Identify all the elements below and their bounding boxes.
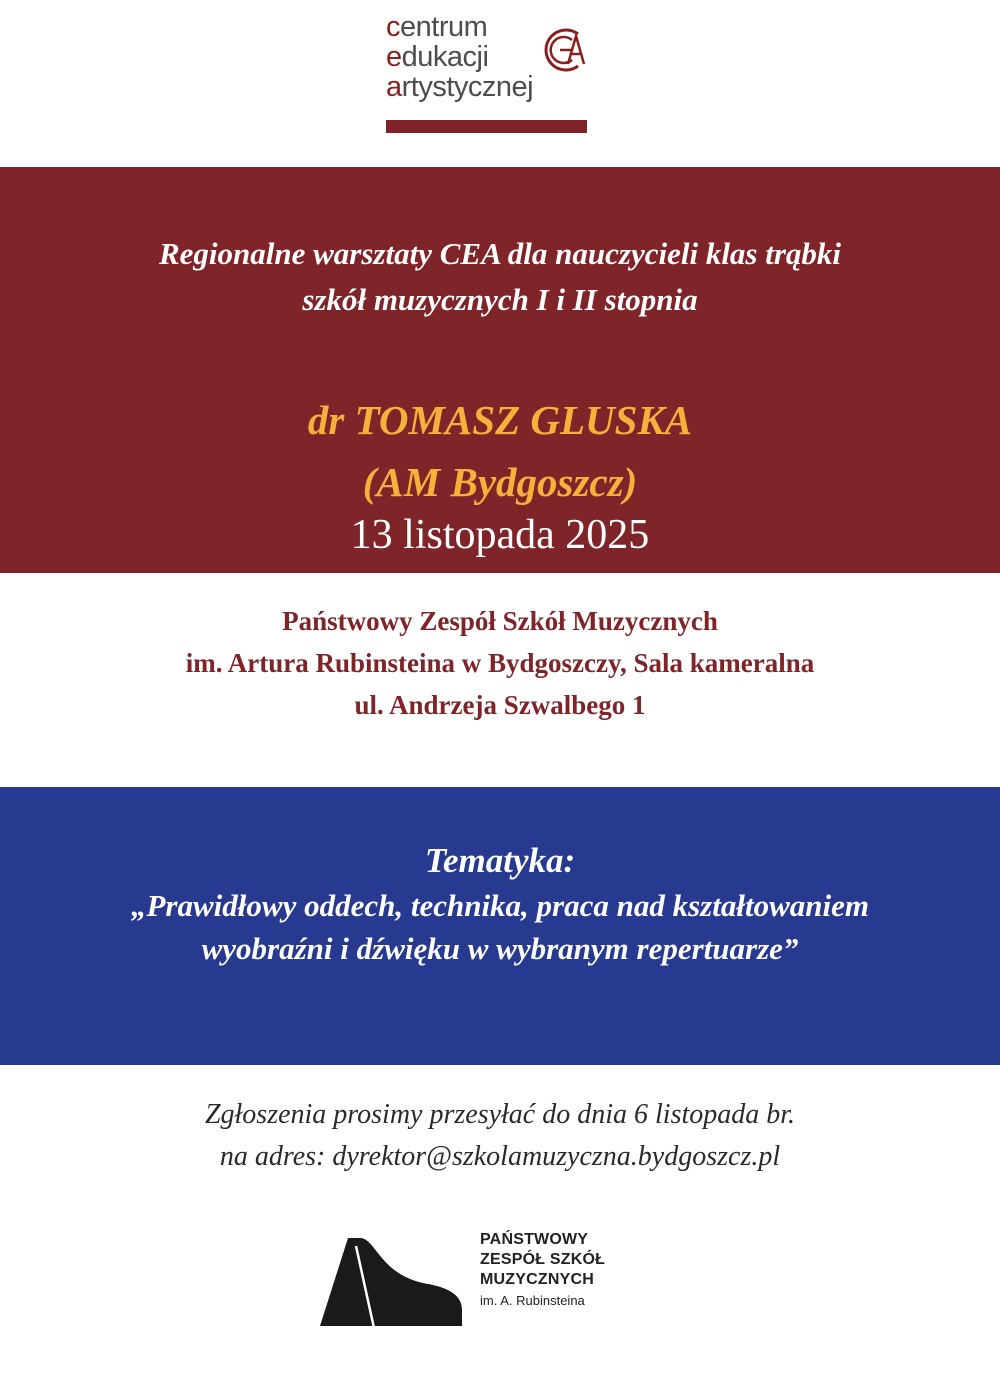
- school-name-line: MUZYCZNYCH: [480, 1271, 594, 1288]
- cea-logo-wordmark: [386, 12, 533, 102]
- school-name-line: ZESPÓŁ SZKÓŁ: [480, 1251, 606, 1268]
- speaker-name: dr TOMASZ GLUSKA: [307, 397, 693, 443]
- cea-monogram-icon: [538, 20, 588, 80]
- topic-label: Tematyka:: [424, 841, 576, 880]
- logo-word: entrum: [400, 11, 488, 43]
- logo-underline: [386, 120, 587, 133]
- registration-deadline: Zgłoszenia prosimy przesyłać do dnia 6 listopada br.: [204, 1099, 796, 1130]
- grand-piano-icon: [318, 1236, 478, 1328]
- topic-band: [0, 787, 1000, 1065]
- registration-email: na adres: dyrektor@szkolamuzyczna.bydgoszcz.pl: [219, 1141, 781, 1172]
- event-title-line: Regionalne warsztaty CEA dla nauczycieli klas trąbki: [158, 236, 842, 271]
- speaker-affiliation: (AM Bydgoszcz): [362, 459, 638, 505]
- event-date: 13 listopada 2025: [350, 512, 650, 558]
- school-name: [480, 1230, 605, 1312]
- venue: [0, 600, 1000, 726]
- logo-initial: c: [386, 11, 400, 43]
- event-title: [0, 231, 1000, 323]
- topic-line: „Prawidłowy oddech, technika, praca nad kształtowaniem: [130, 888, 869, 923]
- topic-line: wyobraźni i dźwięku w wybranym repertuarze”: [201, 931, 799, 966]
- speaker: [0, 389, 1000, 513]
- cea-logo: [386, 12, 591, 136]
- school-name-line: PAŃSTWOWY: [480, 1231, 589, 1248]
- venue-line: Państwowy Zespół Szkół Muzycznych: [282, 606, 718, 636]
- event-header-band: [0, 167, 1000, 573]
- logo-word: dukacji: [401, 41, 489, 73]
- logo-initial: a: [386, 71, 402, 103]
- venue-line: im. Artura Rubinsteina w Bydgoszczy, Sala kameralna: [185, 648, 815, 678]
- school-patron: im. A. Rubinsteina: [480, 1293, 585, 1308]
- logo-word: rtystycznej: [401, 71, 534, 103]
- event-title-line: szkół muzycznych I i II stopnia: [302, 282, 698, 317]
- registration-info: [0, 1094, 1000, 1178]
- school-logo: [318, 1228, 628, 1328]
- logo-initial: e: [386, 41, 402, 73]
- venue-address: ul. Andrzeja Szwalbego 1: [354, 690, 646, 720]
- topic-text: [0, 884, 1000, 970]
